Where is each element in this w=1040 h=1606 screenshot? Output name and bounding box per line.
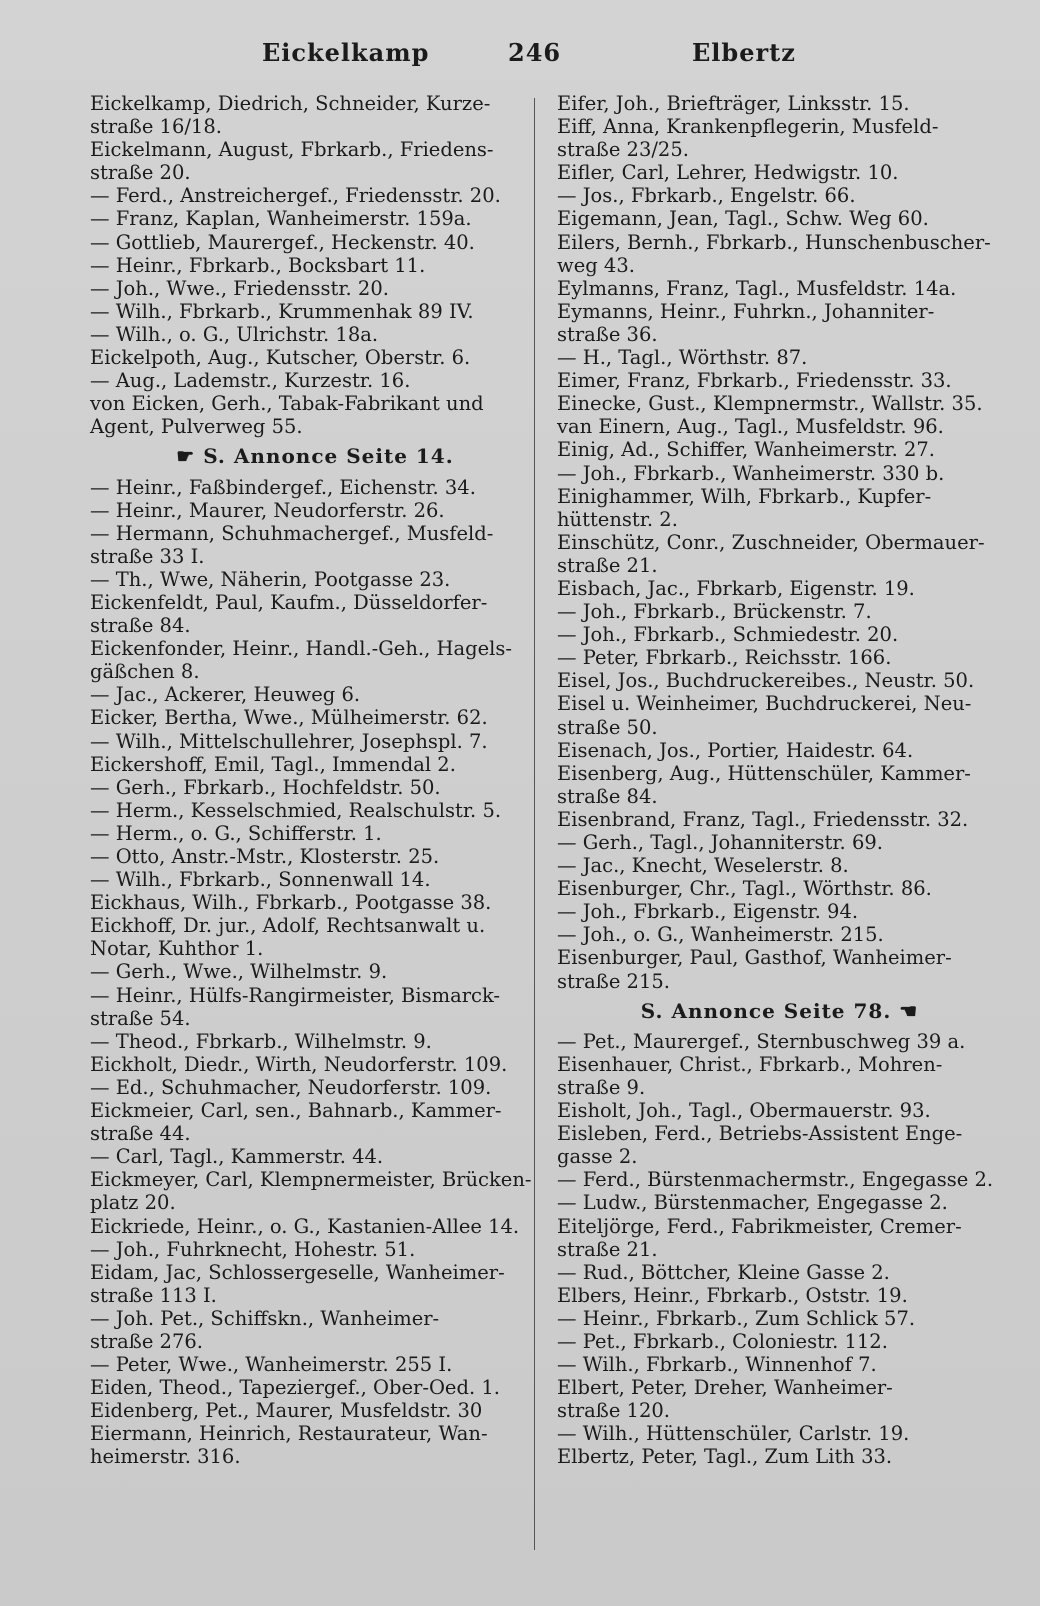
entry-line: — Otto, Anstr.-Mstr., Klosterstr. 25. bbox=[90, 845, 440, 868]
entry-line: Eisenach, Jos., Portier, Haidestr. 64. bbox=[557, 738, 914, 762]
entry-line: — Peter, Wwe., Wanheimerstr. 255 I. bbox=[90, 1353, 453, 1377]
directory-entry bbox=[557, 1261, 1002, 1284]
directory-entry bbox=[557, 277, 1002, 300]
entry-line: — Pet., Fbrkarb., Coloniestr. 112. bbox=[557, 1329, 888, 1353]
directory-entry bbox=[557, 831, 1002, 854]
entry-continuation: straße 50. bbox=[557, 715, 658, 739]
entry-line: — Wilh., Mittelschullehrer, Josephspl. 7. bbox=[90, 729, 488, 753]
entry-line: Elbert, Peter, Dreher, Wanheimer- bbox=[557, 1376, 893, 1400]
entry-continuation: gäßchen 8. bbox=[90, 660, 200, 684]
right-column bbox=[557, 92, 1002, 1469]
entry-line: — Franz, Kaplan, Wanheimerstr. 159a. bbox=[90, 207, 472, 231]
entry-line: Eickhaus, Wilh., Fbrkarb., Pootgasse 38. bbox=[90, 891, 492, 915]
entry-line: — Heinr., Fbrkarb., Bocksbart 11. bbox=[90, 253, 426, 277]
entry-line: Eigemann, Jean, Tagl., Schw. Weg 60. bbox=[557, 207, 929, 231]
entry-line: — Wilh., o. G., Ulrichstr. 18a. bbox=[90, 322, 379, 346]
entry-line: — Wilh., Fbrkarb., Winnenhof 7. bbox=[557, 1353, 877, 1377]
entry-continuation: straße 33 I. bbox=[90, 544, 205, 568]
entry-line: — Herm., o. G., Schifferstr. 1. bbox=[90, 821, 382, 845]
entry-line: — Herm., Kesselschmied, Realschulstr. 5. bbox=[90, 798, 502, 822]
entry-continuation: straße 21. bbox=[557, 1237, 658, 1261]
directory-entry bbox=[90, 683, 540, 706]
directory-entry bbox=[557, 231, 1002, 277]
entry-line: — Gerh., Wwe., Wilhelmstr. 9. bbox=[90, 960, 388, 984]
entry-continuation: heimerstr. 316. bbox=[90, 1445, 241, 1469]
directory-entry bbox=[557, 923, 1002, 946]
directory-entry bbox=[557, 1168, 1002, 1191]
directory-entry bbox=[557, 600, 1002, 623]
directory-entry bbox=[557, 207, 1002, 230]
directory-entry bbox=[90, 522, 540, 568]
directory-entry bbox=[557, 854, 1002, 877]
directory-entry bbox=[557, 739, 1002, 762]
entry-continuation: straße 113 I. bbox=[90, 1283, 217, 1307]
directory-entry bbox=[557, 900, 1002, 923]
entry-line: — Peter, Fbrkarb., Reichsstr. 166. bbox=[557, 646, 892, 670]
annonce-reference: S. Annonce Seite 78. ☚ bbox=[640, 998, 919, 1023]
annonce-reference: ☛ S. Annonce Seite 14. bbox=[176, 444, 454, 469]
directory-entry bbox=[557, 1284, 1002, 1307]
entry-line: Eiff, Anna, Krankenpflegerin, Musfeld- bbox=[557, 115, 939, 139]
entry-line: Elbers, Heinr., Fbrkarb., Oststr. 19. bbox=[557, 1283, 908, 1307]
directory-entry bbox=[90, 730, 540, 753]
entry-line: Einschütz, Conr., Zuschneider, Obermauer- bbox=[557, 530, 985, 554]
directory-entry bbox=[90, 1353, 540, 1376]
entry-line: Eickershoff, Emil, Tagl., Immendal 2. bbox=[90, 752, 456, 776]
entry-line: — Gerh., Fbrkarb., Hochfeldstr. 50. bbox=[90, 775, 441, 799]
page-number: 246 bbox=[508, 38, 562, 67]
entry-continuation: straße 276. bbox=[90, 1329, 203, 1353]
entry-line: Eickelmann, August, Fbrkarb., Friedens- bbox=[90, 138, 494, 162]
entry-continuation: Agent, Pulverweg 55. bbox=[90, 415, 303, 439]
entry-continuation: straße 84. bbox=[90, 614, 191, 638]
directory-entry bbox=[557, 1353, 1002, 1376]
entry-line: — Theod., Fbrkarb., Wilhelmstr. 9. bbox=[90, 1029, 432, 1053]
entry-line: — Heinr., Fbrkarb., Zum Schlick 57. bbox=[557, 1306, 916, 1330]
entry-line: — Wilh., Hüttenschüler, Carlstr. 19. bbox=[557, 1422, 910, 1446]
directory-entry bbox=[557, 1422, 1002, 1445]
entry-line: — H., Tagl., Wörthstr. 87. bbox=[557, 346, 808, 370]
entry-continuation: straße 20. bbox=[90, 161, 191, 185]
entry-line: Eickenfonder, Heinr., Handl.-Geh., Hagels- bbox=[90, 637, 512, 661]
entry-line: Eisenberg, Aug., Hüttenschüler, Kammer- bbox=[557, 761, 971, 785]
directory-entry bbox=[90, 637, 540, 683]
directory-entry bbox=[90, 138, 540, 184]
directory-entry bbox=[557, 485, 1002, 531]
entry-continuation: gasse 2. bbox=[557, 1145, 638, 1169]
entry-continuation: straße 23/25. bbox=[557, 138, 689, 162]
entry-line: — Heinr., Hülfs-Rangirmeister, Bismarck- bbox=[90, 983, 501, 1007]
entry-line: Eisel, Jos., Buchdruckereibes., Neustr. 50. bbox=[557, 669, 975, 693]
entry-line: Eickholt, Diedr., Wirth, Neudorferstr. 109. bbox=[90, 1052, 508, 1076]
entry-line: — Jos., Fbrkarb., Engelstr. 66. bbox=[557, 184, 856, 208]
directory-entry bbox=[557, 1215, 1002, 1261]
entry-continuation: weg 43. bbox=[557, 253, 635, 277]
directory-entry bbox=[90, 323, 540, 346]
entry-line: — Pet., Maurergef., Sternbuschweg 39 a. bbox=[557, 1029, 966, 1053]
left-column bbox=[90, 92, 540, 1469]
directory-entry bbox=[90, 776, 540, 799]
directory-entry bbox=[90, 92, 540, 138]
entry-line: Eickmeier, Carl, sen., Bahnarb., Kammer- bbox=[90, 1099, 502, 1123]
entry-line: van Einern, Aug., Tagl., Musfeldstr. 96. bbox=[557, 415, 944, 439]
directory-entry bbox=[557, 646, 1002, 669]
entry-line: Eisenburger, Paul, Gasthof, Wanheimer- bbox=[557, 946, 952, 970]
directory-entry bbox=[90, 914, 540, 960]
directory-entry bbox=[90, 1307, 540, 1353]
directory-entry bbox=[90, 1099, 540, 1145]
directory-entry bbox=[90, 984, 540, 1030]
directory-entry bbox=[557, 1191, 1002, 1214]
directory-entry bbox=[90, 207, 540, 230]
directory-entry bbox=[90, 1238, 540, 1261]
directory-entry bbox=[557, 1330, 1002, 1353]
entry-line: Eifer, Joh., Briefträger, Linksstr. 15. bbox=[557, 92, 910, 115]
directory-entry bbox=[90, 184, 540, 207]
entry-line: Eisbach, Jac., Fbrkarb, Eigenstr. 19. bbox=[557, 576, 915, 600]
entry-continuation: hüttenstr. 2. bbox=[557, 507, 678, 531]
entry-line: Eickelpoth, Aug., Kutscher, Oberstr. 6. bbox=[90, 346, 471, 370]
directory-entry bbox=[557, 369, 1002, 392]
directory-entry bbox=[90, 369, 540, 392]
directory-entry bbox=[557, 1122, 1002, 1168]
directory-entry bbox=[90, 1145, 540, 1168]
directory-entry bbox=[557, 1053, 1002, 1099]
entry-line: Eisleben, Ferd., Betriebs-Assistent Enge- bbox=[557, 1122, 963, 1146]
entry-line: — Joh. Pet., Schiffskn., Wanheimer- bbox=[90, 1306, 440, 1330]
directory-entry bbox=[557, 808, 1002, 831]
directory-entry bbox=[90, 960, 540, 983]
directory-entry bbox=[557, 115, 1002, 161]
entry-continuation: straße 21. bbox=[557, 553, 658, 577]
entry-line: — Joh., Fbrkarb., Brückenstr. 7. bbox=[557, 600, 872, 624]
entry-line: Eickelkamp, Diedrich, Schneider, Kurze- bbox=[90, 92, 491, 115]
directory-entry bbox=[90, 499, 540, 522]
directory-entry bbox=[557, 531, 1002, 577]
directory-entry bbox=[557, 415, 1002, 438]
entry-line: Eidenberg, Pet., Maurer, Musfeldstr. 30 bbox=[90, 1399, 483, 1423]
header-first-entry: Eickelkamp bbox=[262, 38, 430, 67]
entry-continuation: straße 44. bbox=[90, 1122, 191, 1146]
entry-line: Eylmanns, Franz, Tagl., Musfeldstr. 14a. bbox=[557, 276, 957, 300]
entry-line: — Heinr., Faßbindergef., Eichenstr. 34. bbox=[90, 475, 476, 499]
entry-line: Eiermann, Heinrich, Restaurateur, Wan- bbox=[90, 1422, 488, 1446]
directory-entry bbox=[557, 462, 1002, 485]
entry-line: Eickhoff, Dr. jur., Adolf, Rechtsanwalt u. bbox=[90, 914, 486, 938]
directory-entry bbox=[557, 946, 1002, 992]
entry-line: Einecke, Gust., Klempnermstr., Wallstr. 35. bbox=[557, 392, 983, 416]
entry-line: Eifler, Carl, Lehrer, Hedwigstr. 10. bbox=[557, 161, 899, 185]
directory-entry bbox=[90, 1053, 540, 1076]
column-divider bbox=[534, 98, 535, 1550]
directory-entry bbox=[557, 184, 1002, 207]
directory-entry bbox=[90, 868, 540, 891]
directory-entry bbox=[557, 669, 1002, 692]
entry-line: Eickenfeldt, Paul, Kaufm., Düsseldorfer- bbox=[90, 590, 488, 614]
directory-entry bbox=[557, 623, 1002, 646]
entry-line: Eickriede, Heinr., o. G., Kastanien-Allee 14. bbox=[90, 1214, 520, 1238]
directory-entry bbox=[90, 845, 540, 868]
directory-entry bbox=[557, 692, 1002, 738]
directory-entry bbox=[90, 799, 540, 822]
entry-line: — Rud., Böttcher, Kleine Gasse 2. bbox=[557, 1260, 890, 1284]
entry-continuation: platz 20. bbox=[90, 1191, 176, 1215]
directory-entry bbox=[90, 1376, 540, 1399]
page-header bbox=[0, 38, 1040, 78]
entry-line: Eisholt, Joh., Tagl., Obermauerstr. 93. bbox=[557, 1099, 931, 1123]
entry-line: Eisenhauer, Christ., Fbrkarb., Mohren- bbox=[557, 1052, 943, 1076]
directory-entry bbox=[90, 1076, 540, 1099]
entry-line: — Gottlieb, Maurergef., Heckenstr. 40. bbox=[90, 230, 475, 254]
entry-continuation: straße 120. bbox=[557, 1399, 670, 1423]
entry-line: Einig, Ad., Schiffer, Wanheimerstr. 27. bbox=[557, 438, 936, 462]
directory-entry bbox=[90, 1215, 540, 1238]
entry-line: Eiteljörge, Ferd., Fabrikmeister, Cremer- bbox=[557, 1214, 962, 1238]
entry-line: — Hermann, Schuhmachergef., Musfeld- bbox=[90, 521, 494, 545]
directory-entry bbox=[90, 591, 540, 637]
entry-line: — Aug., Lademstr., Kurzestr. 16. bbox=[90, 369, 411, 393]
entry-line: Eicker, Bertha, Wwe., Mülheimerstr. 62. bbox=[90, 706, 488, 730]
entry-line: Eymanns, Heinr., Fuhrkn., Johanniter- bbox=[557, 299, 935, 323]
directory-entry bbox=[90, 254, 540, 277]
header-last-entry: Elbertz bbox=[692, 38, 796, 67]
entry-line: — Jac., Knecht, Weselerstr. 8. bbox=[557, 854, 849, 878]
entry-line: — Ferd., Bürstenmachermstr., Engegasse 2. bbox=[557, 1168, 994, 1192]
entry-line: — Jac., Ackerer, Heuweg 6. bbox=[90, 683, 361, 707]
entry-line: von Eicken, Gerh., Tabak-Fabrikant und bbox=[90, 392, 484, 416]
directory-entry bbox=[557, 300, 1002, 346]
entry-line: — Ferd., Anstreichergef., Friedensstr. 20. bbox=[90, 184, 501, 208]
entry-continuation: straße 36. bbox=[557, 322, 658, 346]
entry-line: Elbertz, Peter, Tagl., Zum Lith 33. bbox=[557, 1445, 893, 1469]
entry-line: — Joh., Fuhrknecht, Hohestr. 51. bbox=[90, 1237, 416, 1261]
entry-line: Eimer, Franz, Fbrkarb., Friedensstr. 33. bbox=[557, 369, 952, 393]
directory-entry bbox=[90, 568, 540, 591]
entry-line: Eisenbrand, Franz, Tagl., Friedensstr. 32. bbox=[557, 807, 969, 831]
directory-entry bbox=[90, 753, 540, 776]
entry-line: Eidam, Jac, Schlossergeselle, Wanheimer- bbox=[90, 1260, 505, 1284]
entry-line: — Joh., Fbrkarb., Wanheimerstr. 330 b. bbox=[557, 461, 945, 485]
entry-continuation: straße 215. bbox=[557, 969, 670, 993]
directory-entry bbox=[557, 392, 1002, 415]
entry-line: Eisenburger, Chr., Tagl., Wörthstr. 86. bbox=[557, 877, 932, 901]
directory-entry bbox=[557, 161, 1002, 184]
directory-entry bbox=[557, 577, 1002, 600]
directory-entry bbox=[557, 1099, 1002, 1122]
entry-line: — Ludw., Bürstenmacher, Engegasse 2. bbox=[557, 1191, 948, 1215]
entry-line: — Joh., Fbrkarb., Schmiedestr. 20. bbox=[557, 623, 899, 647]
directory-entry bbox=[90, 346, 540, 369]
directory-entry bbox=[90, 706, 540, 729]
directory-entry bbox=[90, 392, 540, 438]
directory-entry bbox=[90, 822, 540, 845]
directory-entry bbox=[90, 476, 540, 499]
entry-continuation: straße 16/18. bbox=[90, 115, 222, 139]
entry-continuation: straße 9. bbox=[557, 1075, 646, 1099]
entry-line: — Joh., o. G., Wanheimerstr. 215. bbox=[557, 923, 884, 947]
entry-line: Eickmeyer, Carl, Klempnermeister, Brücken- bbox=[90, 1168, 532, 1192]
directory-entry bbox=[557, 762, 1002, 808]
directory-entry bbox=[90, 891, 540, 914]
entry-continuation: Notar, Kuhthor 1. bbox=[90, 937, 264, 961]
entry-line: — Gerh., Tagl., Johanniterstr. 69. bbox=[557, 831, 883, 854]
entry-line: — Carl, Tagl., Kammerstr. 44. bbox=[90, 1145, 384, 1169]
directory-entry bbox=[557, 1030, 1002, 1053]
directory-entry bbox=[557, 438, 1002, 461]
directory-entry bbox=[557, 1445, 1002, 1468]
entry-line: Eiden, Theod., Tapeziergef., Ober-Oed. 1. bbox=[90, 1376, 500, 1400]
entry-line: Einighammer, Wilh, Fbrkarb., Kupfer- bbox=[557, 484, 932, 508]
entry-line: — Th., Wwe, Näherin, Pootgasse 23. bbox=[90, 567, 451, 591]
directory-entry bbox=[90, 277, 540, 300]
entry-line: Eilers, Bernh., Fbrkarb., Hunschenbuscher- bbox=[557, 230, 991, 254]
directory-entry bbox=[90, 300, 540, 323]
entry-continuation: straße 84. bbox=[557, 784, 658, 808]
directory-entry bbox=[90, 1030, 540, 1053]
directory-entry bbox=[557, 1307, 1002, 1330]
entry-line: — Heinr., Maurer, Neudorferstr. 26. bbox=[90, 498, 445, 522]
directory-entry bbox=[90, 1168, 540, 1214]
entry-line: — Wilh., Fbrkarb., Krummenhak 89 IV. bbox=[90, 299, 474, 323]
entry-line: — Wilh., Fbrkarb., Sonnenwall 14. bbox=[90, 868, 431, 892]
directory-entry bbox=[557, 346, 1002, 369]
entry-line: — Joh., Wwe., Friedensstr. 20. bbox=[90, 276, 389, 300]
entry-line: Eisel u. Weinheimer, Buchdruckerei, Neu- bbox=[557, 692, 972, 716]
entry-line: — Ed., Schuhmacher, Neudorferstr. 109. bbox=[90, 1075, 492, 1099]
directory-entry bbox=[90, 1261, 540, 1307]
entry-continuation: straße 54. bbox=[90, 1006, 191, 1030]
directory-entry bbox=[557, 1376, 1002, 1422]
directory-entry bbox=[90, 231, 540, 254]
entry-line: — Joh., Fbrkarb., Eigenstr. 94. bbox=[557, 900, 859, 924]
directory-entry bbox=[557, 877, 1002, 900]
directory-entry bbox=[90, 1422, 540, 1468]
directory-entry bbox=[90, 1399, 540, 1422]
directory-entry bbox=[557, 92, 1002, 115]
